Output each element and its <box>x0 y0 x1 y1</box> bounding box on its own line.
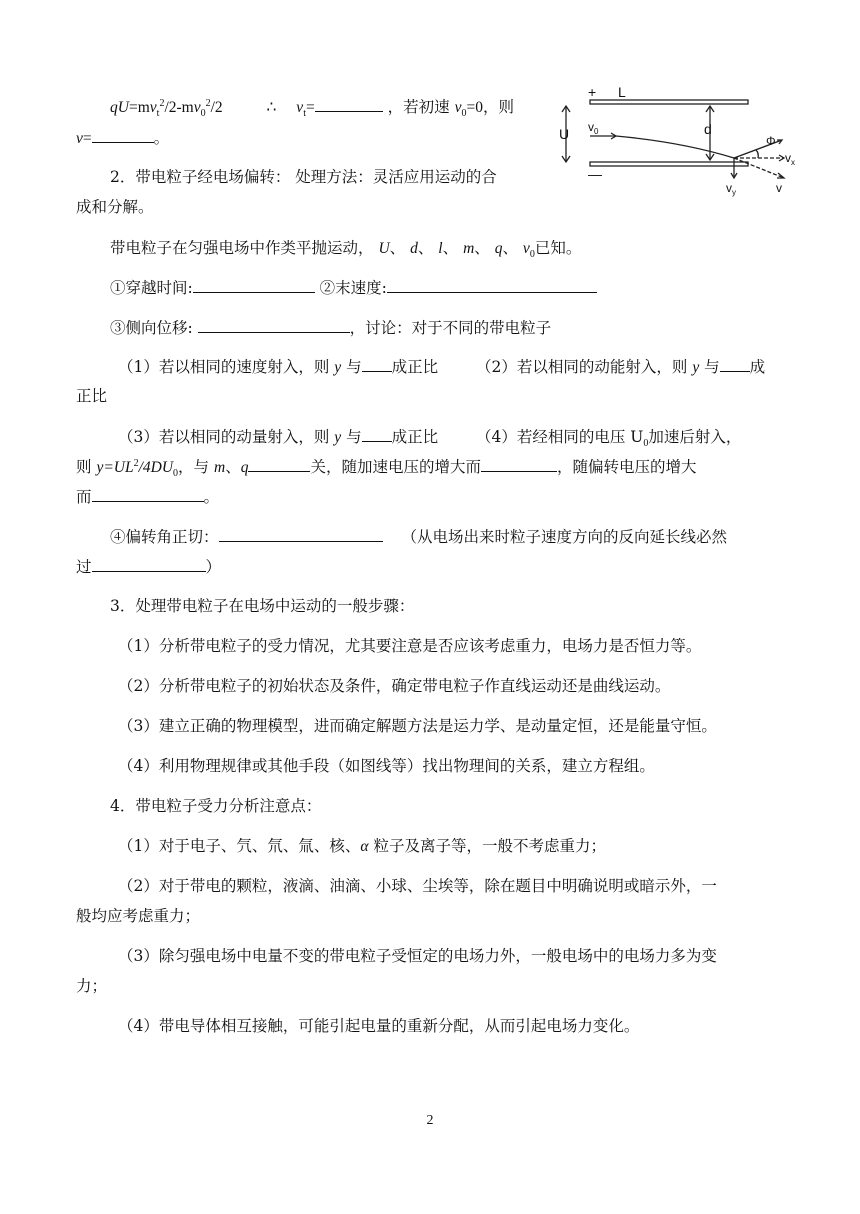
item4-point4: （4）带电导体相互接触，可能引起电量的重新分配，从而引起电场力变化。 <box>118 1017 640 1035</box>
transit-time-line: ①穿越时间: ②末速度: <box>110 277 597 298</box>
case3-blank[interactable] <box>362 426 392 442</box>
trajectory-curve <box>616 136 734 158</box>
transit-time-blank[interactable] <box>193 277 315 293</box>
page-number: 2 <box>426 1113 434 1128</box>
item3-title: 3．处理带电粒子在电场中运动的一般步骤： <box>110 597 415 615</box>
phi-label: Φ <box>766 134 776 148</box>
item3-step3: （3）建立正确的物理模型，进而确定解题方法是运力学、是动量定恒，还是能量守恒。 <box>118 717 717 735</box>
item4-point3-cont: 力； <box>76 977 108 995</box>
vt-blank[interactable] <box>315 96 383 112</box>
tangent-cont: 过 ） <box>76 558 222 576</box>
length-label: L <box>618 84 626 100</box>
item4-point1: （1）对于电子、氕、氘、氚、核、α 粒子及离子等，一般不考虑重力； <box>118 837 606 855</box>
item4-point3: （3）除匀强电场中电量不变的带电粒子受恒定的电场力外，一般电场中的电场力多为变 <box>118 947 717 965</box>
tangent-line-text: ④偏转角正切： （从电场出来时粒子速度方向的反向延长线必然 <box>110 528 727 546</box>
case1-line: （1）若以相同的速度射入，则 y 与 成正比 （2）若以相同的动能射入，则 y 与 成 <box>118 358 766 376</box>
item3-step2: （2）分析带电粒子的初始状态及条件，确定带电粒子作直线运动还是曲线运动。 <box>118 677 671 695</box>
item2-title: 2．带电粒子经电场偏转： 处理方法：灵活应用运动的合 <box>110 168 497 186</box>
item3-step4: （4）利用物理规律或其他手段（如图线等）找出物理间的关系，建立方程组。 <box>118 757 655 775</box>
minus-label: — <box>588 166 602 182</box>
distance-label: d <box>704 121 712 137</box>
voltage-label: U <box>559 126 570 142</box>
deflect-voltage-blank[interactable] <box>92 486 204 502</box>
vy-label: $v_y$ <box>726 181 736 197</box>
pass-through-blank[interactable] <box>92 556 206 572</box>
item2-known-line: 带电粒子在匀强电场中作类平抛运动， U、 d、 l、 m、 q、 $v_0$已知。 <box>110 239 582 261</box>
lateral-displacement-line: ③侧向位移: ，讨论：对于不同的带电粒子 <box>110 319 552 337</box>
therefore-symbol: ∴ <box>266 98 277 116</box>
case1-cont: 正比 <box>76 387 108 405</box>
vx-label: $v_x$ <box>785 151 795 167</box>
dependence-blank[interactable] <box>248 456 310 472</box>
accel-voltage-blank[interactable] <box>481 456 557 472</box>
lateral-displacement-blank[interactable] <box>198 317 350 333</box>
tangent-blank[interactable] <box>219 526 383 542</box>
case4-line: 则 $y=UL^2/4DU_0$，与 m、q 关，随加速电压的增大而 ，随偏转电压的增大 <box>76 457 697 480</box>
item2-cont: 成和分解。 <box>76 198 154 216</box>
item4-point2: （2）对于带电的颗粒，液滴、油滴、小球、尘埃等，除在题目中明确说明或暗示外，一 <box>118 877 717 895</box>
item4-title: 4．带电粒子受力分析注意点： <box>110 797 322 815</box>
deflection-diagram <box>552 82 808 204</box>
v-blank[interactable] <box>92 127 154 143</box>
top-plate <box>590 100 748 104</box>
energy-equation-line: $qU=mv_t^2/2-mv_0^2/2$ ∴ $v_t=$ ，若初速 $v_0=0$，则 <box>110 97 514 120</box>
item4-point2-cont: 般均应考虑重力； <box>76 907 201 925</box>
v-blank-line: v= 。 <box>76 129 170 147</box>
v0-label: $v_0$ <box>588 120 599 136</box>
case2-blank[interactable] <box>720 356 750 372</box>
bottom-plate <box>590 162 748 166</box>
plus-label: + <box>588 84 597 100</box>
case4-cont: 而 。 <box>76 488 220 506</box>
item3-step1: （1）分析带电粒子的受力情况，尤其要注意是否应该考虑重力，电场力是否恒力等。 <box>118 637 702 655</box>
angle-arc <box>756 150 758 158</box>
case3-line: （3）若以相同的动量射入，则 y 与 成正比 （4）若经相同的电压 $U_0$加速后射入， <box>118 428 742 450</box>
final-velocity-blank[interactable] <box>387 277 597 293</box>
case1-blank[interactable] <box>362 356 392 372</box>
v-arrow <box>734 158 784 178</box>
v-label: v <box>776 181 782 195</box>
